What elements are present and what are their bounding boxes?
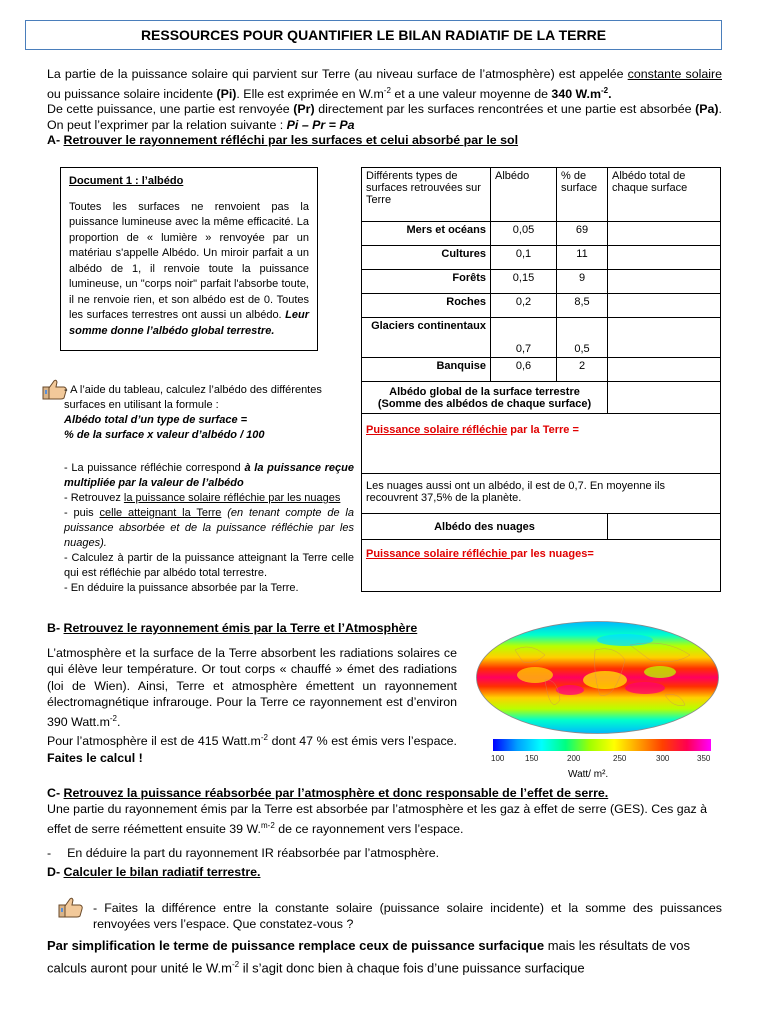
answer-cell[interactable] — [608, 358, 721, 382]
answer-cell[interactable] — [608, 382, 721, 414]
global-albedo-label: Albédo global de la surface terrestre (Somme des albédos de chaque surface) — [362, 382, 608, 414]
footer-text: il s’agit donc bien à chaque fois d’une puissance surfacique — [239, 960, 585, 976]
instruction — [64, 506, 354, 551]
section-title: Calculer le bilan radiatif terrestre. — [63, 865, 261, 879]
formula-line: Albédo total d’un type de surface = — [64, 414, 248, 426]
map-colorbar — [493, 739, 711, 751]
exponent: -2 — [109, 713, 118, 723]
colorbar-tick: 300 — [656, 754, 670, 763]
colorbar-tick: 150 — [525, 754, 539, 763]
paragraph: dont 47 % est émis vers l’espace. — [268, 734, 457, 749]
surface-name: Mers et océans — [362, 222, 491, 246]
colorbar-unit: Watt/ m². — [568, 769, 609, 780]
section-b-heading — [47, 621, 417, 637]
surface-percent: 9 — [557, 270, 608, 294]
thumbs-up-icon — [58, 896, 84, 923]
answer-cell[interactable] — [608, 294, 721, 318]
table-row — [362, 294, 721, 318]
intro-text: . Elle est exprimée en W.m — [236, 86, 384, 101]
pa-label: (Pa) — [695, 102, 719, 117]
footer-bold: Par simplification le terme de puissance remplace ceux de puissance surfacique — [47, 938, 545, 953]
exponent: -2 — [260, 733, 268, 743]
section-title: Retrouvez la puissance réabsorbée par l’atmosphère et donc responsable de l’effet de serre. — [63, 786, 609, 800]
section-prefix: A- — [47, 133, 64, 147]
earth-reflect-suffix: par la Terre = — [507, 424, 579, 436]
colorbar-tick: 250 — [613, 754, 627, 763]
table-header: Différents types de surfaces retrouvées sur Terre — [362, 168, 491, 222]
instructions-a-1 — [64, 383, 354, 443]
surface-name: Banquise — [362, 358, 491, 382]
table-header: % de surface — [557, 168, 608, 222]
footer-note — [47, 936, 722, 977]
instruction-underline: la puissance solaire réfléchie par les nuages — [123, 492, 341, 504]
clouds-text: Les nuages aussi ont un albédo, il est de 0,7. En moyenne ils recouvrent 37,5% de la planète. — [362, 474, 721, 514]
document-1-text — [69, 200, 309, 340]
colorbar-tick: 200 — [567, 754, 581, 763]
albedo-table — [361, 167, 721, 592]
instruction: - Calculez à partir de la puissance atteignant la Terre celle qui est réfléchie par albédo total terrestre. — [64, 552, 354, 579]
table-row — [362, 318, 721, 358]
table-header: Albédo total de chaque surface — [608, 168, 721, 222]
section-b-text — [47, 645, 457, 766]
paragraph: Une partie du rayonnement émis par la Terre est absorbée par l’atmosphère et les gaz à effet de serre (GES). Ces gaz à effet de serre réémettent ensuite 39 W. — [47, 802, 708, 836]
clouds-reflect-cell[interactable] — [362, 540, 721, 592]
section-d-heading — [47, 865, 260, 881]
instruction — [64, 461, 354, 491]
section-title: Retrouvez le rayonnement émis par la Terre et l’Atmosphère — [63, 621, 418, 635]
paragraph: de ce rayonnement vers l’espace. — [274, 821, 464, 836]
table-row — [362, 270, 721, 294]
earth-reflect-row — [362, 414, 721, 474]
instruction-text: - puis — [64, 507, 100, 519]
exponent: -2 — [231, 960, 240, 969]
paragraph: L’atmosphère et la surface de la Terre absorbent les radiations solaires ce qui élève leur température. Or tout corps « chauffé » émet des radiations (loi de Wien). Ainsi, Terre et atmosphère émettent un rayonnement électromagnétique infrarouge. Pour la Terre ce rayonnement est d’environ 390 Watt.m — [47, 646, 457, 729]
clouds-reflect-row — [362, 540, 721, 592]
albedo-value: 0,7 — [491, 318, 557, 358]
section-c-text — [47, 802, 722, 837]
albedo-value: 0,15 — [491, 270, 557, 294]
earth-radiation-map — [475, 620, 720, 735]
clouds-albedo-label: Albédo des nuages — [362, 514, 608, 540]
formula: Pi – Pr = Pa — [286, 117, 355, 132]
document-1-box — [60, 167, 318, 351]
surface-percent: 0,5 — [557, 318, 608, 358]
global-albedo-row — [362, 382, 721, 414]
exponent: m-2 — [260, 820, 275, 830]
surface-percent: 69 — [557, 222, 608, 246]
albedo-value: 0,2 — [491, 294, 557, 318]
section-c-bullet — [47, 846, 439, 862]
section-prefix: B- — [47, 621, 64, 635]
surface-name: Roches — [362, 294, 491, 318]
surface-percent: 11 — [557, 246, 608, 270]
section-a-heading — [47, 133, 518, 149]
instruction — [64, 491, 354, 506]
table-row — [362, 246, 721, 270]
intro-text: et a une valeur moyenne de — [390, 86, 552, 101]
document-1-title: Document 1 : l’albédo — [69, 175, 184, 187]
intro-text: La partie de la puissance solaire qui parvient sur Terre (au niveau surface de l’atmosphère) est appelée — [47, 67, 628, 81]
colorbar-tick: 100 — [491, 754, 505, 763]
answer-cell[interactable] — [608, 318, 721, 358]
answer-cell[interactable] — [608, 514, 721, 540]
earth-reflect-cell[interactable] — [362, 414, 721, 474]
intro-text: ou puissance solaire incidente — [47, 86, 217, 101]
table-row — [362, 358, 721, 382]
instruction-underline: celle atteignant la Terre — [99, 507, 222, 519]
clouds-row — [362, 474, 721, 514]
albedo-value: 0,05 — [491, 222, 557, 246]
document-1-conclusion: Leur somme donne l’albédo global terrestre. — [69, 309, 309, 337]
answer-cell[interactable] — [608, 246, 721, 270]
document-1-body: Toutes les surfaces ne renvoient pas la puissance lumineuse avec la même efficacité. La proportion de « lumière » renvoyée par un matériau s'appelle Albédo. Un miroir parfait a un albédo de 1, il renvoie toute la puissance lumineuse, un "corps noir" parfait l'absorbe toute, il ne renvoie rien, et son albédo est de 0. Toutes les surfaces terrestres ont aussi un albédo. — [69, 200, 309, 321]
section-title: Retrouver le rayonnement réfléchi par les surfaces et celui absorbé par le sol — [63, 133, 519, 147]
instruction-italic: (en tenant compte de la puissance absorbée et de la puissance réfléchie par les nuages). — [64, 507, 354, 549]
bullet-text: En déduire la part du rayonnement IR réabsorbée par l’atmosphère. — [67, 846, 440, 860]
section-prefix: D- — [47, 865, 64, 879]
solar-constant-value: 340 W.m — [551, 86, 602, 101]
instruction-emphasis: à la puissance reçue multipliée par la valeur de l’albédo — [64, 462, 354, 489]
paragraph: . — [117, 714, 121, 729]
paragraph: Pour l’atmosphère il est de 415 Watt.m — [47, 734, 261, 749]
footer-text: mais les résultats de vos calculs auront pour unité le W.m — [47, 938, 691, 976]
exponent: -2 — [383, 85, 391, 95]
section-c-heading — [47, 786, 608, 802]
table-row — [362, 222, 721, 246]
section-d-instruction: - Faites la différence entre la constante solaire (puissance solaire incidente) et la somme des puissances renvoyées vers l’espace. Que constatez-vous ? — [93, 901, 722, 931]
surface-percent: 8,5 — [557, 294, 608, 318]
table-header-row — [362, 168, 721, 222]
pi-label: (Pi) — [216, 86, 237, 101]
clouds-reflect-label: Puissance solaire réfléchie — [366, 548, 511, 560]
instruction-text: - Retrouvez — [64, 492, 124, 504]
clouds-albedo-row — [362, 514, 721, 540]
instruction: - En déduire la puissance absorbée par la Terre. — [64, 582, 299, 594]
surface-name: Glaciers continentaux — [362, 318, 491, 358]
answer-cell[interactable] — [608, 222, 721, 246]
answer-cell[interactable] — [608, 270, 721, 294]
intro-text: De cette puissance, une partie est renvoyée — [47, 102, 294, 117]
section-prefix: C- — [47, 786, 64, 800]
intro-text: . — [608, 86, 612, 101]
formula-line: % de la surface x valeur d’albédo / 100 — [64, 429, 265, 441]
instruction: - A l’aide du tableau, calculez l’albédo des différentes surfaces en utilisant la formule : — [64, 384, 322, 411]
albedo-value: 0,1 — [491, 246, 557, 270]
intro-text: directement par les surfaces rencontrées et une partie est absorbée — [314, 102, 696, 117]
surface-percent: 2 — [557, 358, 608, 382]
earth-reflect-label: Puissance solaire réfléchie — [366, 424, 508, 436]
intro — [47, 67, 722, 134]
pr-label: (Pr) — [293, 102, 315, 117]
instruction-text: - La puissance réfléchie correspond — [64, 462, 245, 474]
colorbar-tick: 350 — [697, 754, 711, 763]
exponent: -2 — [601, 85, 609, 95]
albedo-value: 0,6 — [491, 358, 557, 382]
paragraph-emphasis: Faites le calcul ! — [47, 750, 143, 765]
bullet-dash: - — [47, 846, 52, 860]
surface-name: Forêts — [362, 270, 491, 294]
intro-text: . On peut l’exprimer par la relation suivante : — [47, 102, 722, 132]
instructions-a-2 — [64, 461, 354, 596]
table-header: Albédo — [491, 168, 557, 222]
surface-name: Cultures — [362, 246, 491, 270]
page-title: RESSOURCES POUR QUANTIFIER LE BILAN RADIATIF DE LA TERRE — [25, 20, 722, 50]
clouds-reflect-suffix: par les nuages= — [510, 548, 594, 560]
constante-solaire: constante solaire — [627, 67, 722, 81]
